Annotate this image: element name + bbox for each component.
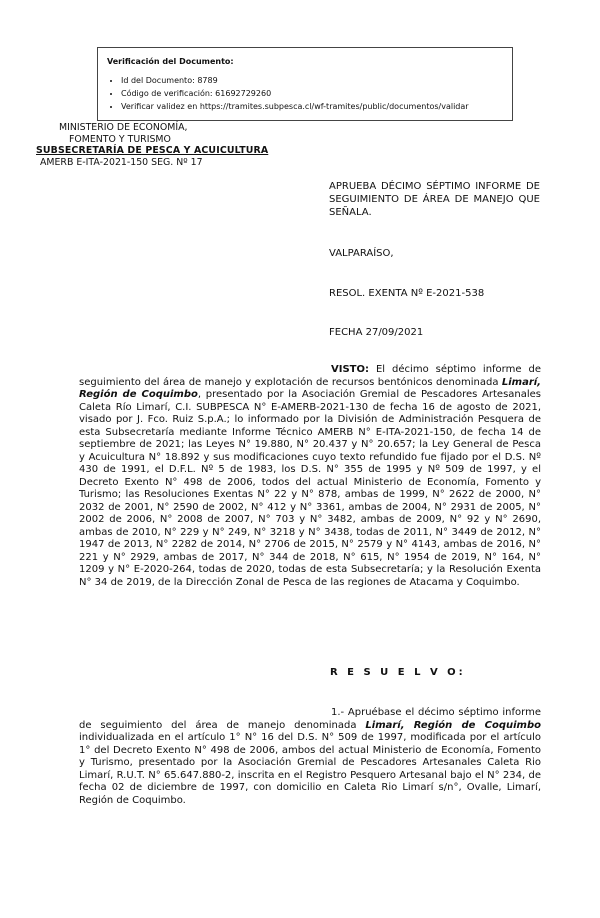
verification-title: Verificación del Documento: bbox=[107, 57, 234, 66]
visto-paragraph bbox=[79, 364, 541, 589]
ministry-line-2: FOMENTO Y TURISMO bbox=[69, 133, 171, 145]
point-1-text-b: individualizada en el artículo 1° N° 16 del D.S. N° 509 de 1997, modificada por el artículo 1° del Decreto Exento N° 498 de 2006, ambos del actual Ministerio de Economía, Fomento y Turismo, presentado por la Asociación Gremial de Pescadores Artesanales Caleta Rio Limarí, R.U.T. N° 65.647.880-2, inscrita en el Registro Pesquero Artesanal bajo el N° 234, de fecha 02 de diciembre de 1997, con domicilio en Caleta Rio Limarí s/n°, Ovalle, Limarí, Región de Coquimbo. bbox=[79, 732, 541, 806]
visto-label: VISTO: bbox=[331, 364, 369, 375]
issuer-header bbox=[36, 122, 268, 168]
verification-code: • Código de verificación: 61692729260 bbox=[121, 87, 503, 100]
point-1-number: 1.- bbox=[331, 707, 345, 718]
place: VALPARAÍSO, bbox=[329, 248, 394, 259]
verification-url[interactable]: • Verificar validez en https://tramites.subpesca.cl/wf-tramites/public/documentos/validar bbox=[121, 100, 503, 113]
resolution-number: RESOL. EXENTA Nº E-2021-538 bbox=[329, 288, 485, 299]
subsecretaria-name: SUBSECRETARÍA DE PESCA Y ACUICULTURA bbox=[36, 145, 269, 156]
document-id: • Id del Documento: 8789 bbox=[121, 74, 503, 87]
visto-area-name: Limarí, Región de Coquimbo bbox=[79, 376, 541, 400]
point-1-text-a: Apruébase el décimo séptimo informe de seguimiento del área de manejo denominada bbox=[79, 707, 541, 731]
verification-list bbox=[107, 74, 503, 113]
resolution-summary: APRUEBA DÉCIMO SÉPTIMO INFORME DE SEGUIMIENTO DE ÁREA DE MANEJO QUE SEÑALA. bbox=[329, 181, 540, 219]
reference-number: AMERB E-ITA-2021-150 SEG. Nº 17 bbox=[40, 156, 203, 168]
ministry-line-1: MINISTERIO DE ECONOMÍA, bbox=[59, 122, 188, 133]
point-1-paragraph bbox=[79, 707, 541, 807]
resuelvo-heading: R E S U E L V O: bbox=[330, 667, 466, 678]
resolution-date: FECHA 27/09/2021 bbox=[329, 327, 424, 338]
visto-text-b: , presentado por la Asociación Gremial de Pescadores Artesanales Caleta Río Limarí, C.I. SUBPESCA N° E-AMERB-2021-130 de fecha 16 de agosto de 2021, visado por J. Fco. Ruiz S.p.A.; lo informado por la División de Administración Pesquera de esta Subsecretaría mediante Informe Técnico AMERB N° E-ITA-2021-150, de fecha 14 de septiembre de 2021; las Leyes N° 19.880, N° 20.437 y N° 20.657; la Ley General de Pesca y Acuicultura N° 18.892 y sus modificaciones cuyo texto refundido fue fijado por el D.S. Nº 430 de 1991, el D.F.L. Nº 5 de 1983, los D.S. N° 355 de 1995 y Nº 509 de 1997, y el Decreto Exento N° 498 de 2006, todos del actual Ministerio de Economía, Fomento y Turismo; las Resoluciones Exentas N° 22 y N° 878, ambas de 1999, N° 2622 de 2000, N° 2032 de 2001, N° 2590 de 2002, N° 412 y N° 3361, ambas de 2004, N° 2931 de 2005, N° 2002 de 2006, N° 2008 de 2007, N° 703 y N° 3482, ambas de 2009, N° 92 y N° 2690, ambas de 2010, N° 229 y N° 249, N° 3218 y N° 3438, todas de 2011, N° 3449 de 2012, N° 1947 de 2013, N° 2282 de 2014, N° 2706 de 2015, N° 2579 y N° 4143, ambas de 2016, N° 221 y N° 2929, ambas de 2017, N° 344 de 2018, N° 615, N° 1954 de 2019, N° 164, N° 1209 y N° E-2020-264, todas de 2020, todas de esta Subsecretaría; y la Resolución Exenta N° 34 de 2019, de la Dirección Zonal de Pesca de las regiones de Atacama y Coquimbo. bbox=[79, 389, 542, 588]
verification-box bbox=[97, 47, 513, 121]
point-1-area-name: Limarí, Región de Coquimbo bbox=[365, 719, 541, 731]
visto-text-a: El décimo séptimo informe de seguimiento del área de manejo y explotación de recursos bentónicos denominada bbox=[79, 364, 541, 388]
